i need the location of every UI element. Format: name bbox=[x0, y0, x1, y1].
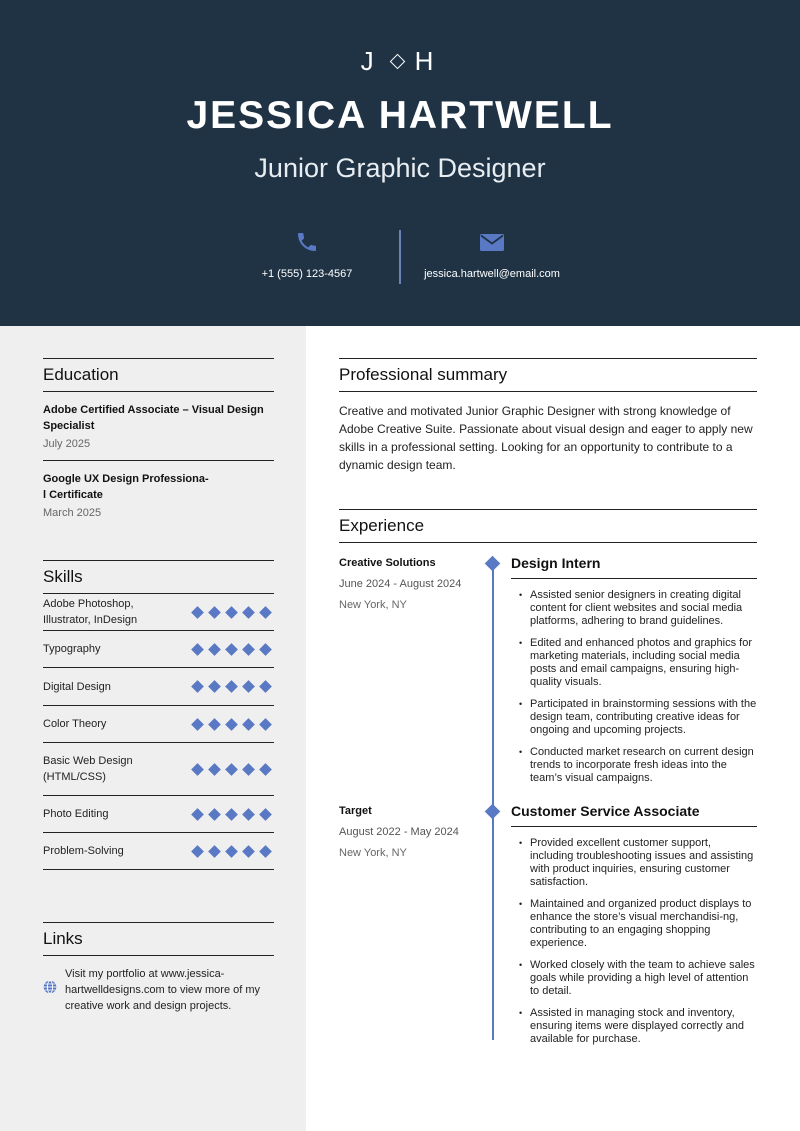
job-role: Design Intern bbox=[511, 555, 757, 579]
skills-list bbox=[43, 594, 274, 870]
skill-row bbox=[43, 706, 274, 743]
rating-diamond-icon bbox=[242, 763, 255, 776]
skill-rating bbox=[193, 682, 274, 691]
rating-diamond-icon bbox=[208, 763, 221, 776]
rating-diamond-icon bbox=[259, 680, 272, 693]
rating-diamond-icon bbox=[259, 808, 272, 821]
portfolio-text: Visit my portfolio at www.jessica-hartwelldesigns.com to view more of my creative work and design projects. bbox=[65, 968, 261, 1012]
rating-diamond-icon bbox=[225, 763, 238, 776]
timeline-marker bbox=[485, 556, 501, 572]
skill-name: Adobe Photoshop, Illustrator, InDesign bbox=[43, 598, 138, 626]
rating-diamond-icon bbox=[191, 718, 204, 731]
job-bullet: • Participated in brainstorming sessions with the design team, contributing creative ideas for ongoing and upcoming projects. bbox=[511, 698, 757, 737]
job-bullet: • Maintained and organized product displays to enhance the store’s visual merchandisi-ng, contributing to an engaging shopping experience. bbox=[511, 898, 757, 950]
education-item bbox=[43, 461, 274, 529]
job-company: Target bbox=[339, 805, 372, 817]
job-bullet: • Worked closely with the team to achieve sales goals while providing a high level of attention to detail. bbox=[511, 959, 757, 998]
skill-rating bbox=[193, 720, 274, 729]
job-bullet: • Provided excellent customer support, including troubleshooting issues and assisting with product inquiries, ensuring customer satisfaction. bbox=[511, 837, 757, 889]
diamond-icon bbox=[389, 54, 405, 70]
rating-diamond-icon bbox=[242, 680, 255, 693]
rating-diamond-icon bbox=[259, 763, 272, 776]
summary-section bbox=[339, 358, 757, 474]
timeline-marker bbox=[485, 804, 501, 820]
job-details bbox=[511, 555, 757, 794]
rating-diamond-icon bbox=[191, 680, 204, 693]
monogram-right: H bbox=[414, 46, 440, 76]
education-date: July 2025 bbox=[43, 438, 91, 450]
skill-row bbox=[43, 796, 274, 833]
resume-header bbox=[0, 0, 800, 326]
job-bullet: • Conducted market research on current design trends to incorporate fresh ideas into the team’s visual campaigns. bbox=[511, 746, 757, 785]
summary-title: Professional summary bbox=[339, 358, 757, 392]
rating-diamond-icon bbox=[259, 643, 272, 656]
candidate-name: JESSICA HARTWELL bbox=[186, 94, 614, 137]
rating-diamond-icon bbox=[191, 763, 204, 776]
monogram bbox=[0, 46, 800, 77]
job-meta bbox=[339, 557, 484, 611]
envelope-icon bbox=[479, 230, 505, 254]
skill-rating bbox=[193, 608, 274, 617]
job-company: Creative Solutions bbox=[339, 557, 436, 569]
rating-diamond-icon bbox=[208, 718, 221, 731]
rating-diamond-icon bbox=[208, 643, 221, 656]
links-section bbox=[43, 922, 274, 1014]
education-date: March 2025 bbox=[43, 507, 102, 519]
rating-diamond-icon bbox=[225, 718, 238, 731]
job-location: New York, NY bbox=[339, 847, 407, 859]
skill-name: Color Theory bbox=[43, 718, 107, 730]
education-item bbox=[43, 392, 274, 461]
rating-diamond-icon bbox=[208, 606, 221, 619]
skills-title: Skills bbox=[43, 560, 274, 594]
job-location: New York, NY bbox=[339, 599, 407, 611]
skill-rating bbox=[193, 645, 274, 654]
skill-name: Typography bbox=[43, 643, 101, 655]
skill-name: Basic Web Design (HTML/CSS) bbox=[43, 755, 133, 783]
rating-diamond-icon bbox=[242, 808, 255, 821]
job-bullet: • Assisted in managing stock and inventory, ensuring items were displayed correctly and available for purchase. bbox=[511, 1007, 757, 1046]
job-dates: August 2022 - May 2024 bbox=[339, 826, 459, 838]
rating-diamond-icon bbox=[259, 718, 272, 731]
rating-diamond-icon bbox=[242, 845, 255, 858]
rating-diamond-icon bbox=[242, 606, 255, 619]
rating-diamond-icon bbox=[259, 845, 272, 858]
skill-row bbox=[43, 743, 274, 796]
summary-text: Creative and motivated Junior Graphic Designer with strong knowledge of Adobe Creative Suite. Passionate about visual design and eager to apply new skills in a professional setting. Looking for an opportunity to contribute to a dynamic design team. bbox=[339, 404, 753, 472]
monogram-left: J bbox=[360, 46, 380, 76]
skill-rating bbox=[193, 765, 274, 774]
experience-title: Experience bbox=[339, 509, 757, 543]
skill-row bbox=[43, 631, 274, 668]
rating-diamond-icon bbox=[225, 808, 238, 821]
skill-name: Digital Design bbox=[43, 680, 111, 693]
rating-diamond-icon bbox=[208, 680, 221, 693]
rating-diamond-icon bbox=[225, 845, 238, 858]
links-title: Links bbox=[43, 922, 274, 956]
phone-number: +1 (555) 123-4567 bbox=[261, 268, 353, 280]
experience-section bbox=[339, 509, 757, 543]
rating-diamond-icon bbox=[242, 643, 255, 656]
skill-name: Photo Editing bbox=[43, 808, 109, 820]
rating-diamond-icon bbox=[191, 606, 204, 619]
skills-section bbox=[43, 560, 274, 870]
skill-row bbox=[43, 668, 274, 706]
skill-rating bbox=[193, 810, 274, 819]
rating-diamond-icon bbox=[259, 606, 272, 619]
rating-diamond-icon bbox=[208, 808, 221, 821]
contact-email[interactable] bbox=[392, 230, 592, 280]
rating-diamond-icon bbox=[191, 808, 204, 821]
skill-name: Problem-Solving bbox=[43, 845, 124, 857]
job-bullet: • Assisted senior designers in creating digital content for client websites and social media platforms, adhering to brand guidelines. bbox=[511, 589, 757, 628]
phone-icon bbox=[295, 230, 319, 254]
job-bullets bbox=[511, 827, 757, 1046]
job-dates: June 2024 - August 2024 bbox=[339, 578, 462, 590]
job-meta bbox=[339, 805, 484, 859]
job-bullet: • Edited and enhanced photos and graphics for marketing materials, including social media posts and email campaigns, ensuring high-quality visuals. bbox=[511, 637, 757, 689]
education-title: Education bbox=[43, 358, 274, 392]
rating-diamond-icon bbox=[191, 845, 204, 858]
skill-rating bbox=[193, 847, 274, 856]
rating-diamond-icon bbox=[225, 606, 238, 619]
job-role: Customer Service Associate bbox=[511, 803, 757, 827]
education-section bbox=[43, 358, 274, 529]
skill-row bbox=[43, 833, 274, 870]
email-address: jessica.hartwell@email.com bbox=[424, 268, 560, 280]
skill-row bbox=[43, 594, 274, 631]
rating-diamond-icon bbox=[225, 643, 238, 656]
rating-diamond-icon bbox=[242, 718, 255, 731]
contact-phone[interactable] bbox=[207, 230, 407, 280]
rating-diamond-icon bbox=[208, 845, 221, 858]
job-bullets bbox=[511, 579, 757, 785]
candidate-title: Junior Graphic Designer bbox=[254, 153, 546, 183]
portfolio-link[interactable] bbox=[43, 956, 274, 1014]
globe-icon bbox=[43, 980, 57, 994]
education-name: Adobe Certified Associate – Visual Design Specialist bbox=[43, 404, 264, 432]
rating-diamond-icon bbox=[191, 643, 204, 656]
timeline-line bbox=[492, 563, 494, 1040]
job-details bbox=[511, 803, 757, 1055]
education-name: Google UX Design Professiona- l Certificate bbox=[43, 473, 209, 501]
rating-diamond-icon bbox=[225, 680, 238, 693]
